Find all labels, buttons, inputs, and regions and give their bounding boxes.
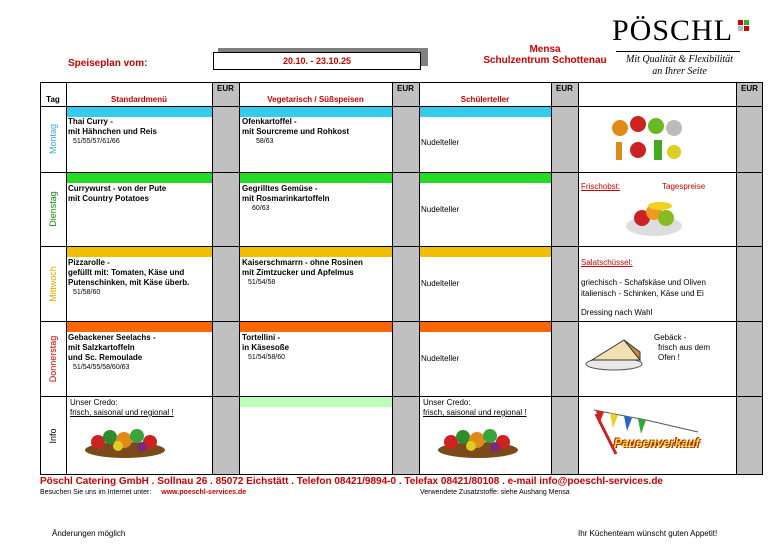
web-url-link[interactable]: www.poeschl-services.de [161, 489, 247, 496]
grid-line [392, 82, 393, 475]
menu-tuesday-veg [242, 184, 330, 214]
break-sale-badge [586, 402, 726, 468]
additive-codes: 51/54/58 [248, 279, 276, 286]
dish-detail: mit Rosmarinkartoffeln [242, 194, 330, 203]
dish-title: Gebackener Seelachs - [68, 333, 156, 342]
dish-detail: mit Hähnchen und Reis [68, 127, 157, 136]
menu-wednesday-student: Nudelteller [421, 279, 460, 288]
grid-line [762, 82, 763, 475]
col-header-eur-2: EUR [397, 84, 414, 93]
dish-title: Currywurst - von der Pute [68, 184, 167, 193]
grid-line [578, 82, 579, 475]
additive-codes: 58/63 [256, 138, 274, 145]
logo-tagline2: an Ihrer Seite [652, 66, 707, 77]
dish-detail: in Käsesoße [242, 343, 290, 352]
strip-mon-veg [240, 107, 392, 117]
menu-thursday-student: Nudelteller [421, 354, 460, 363]
date-range: 20.10. - 23.10.25 [213, 52, 421, 70]
web-line [40, 489, 246, 496]
dish-detail: mit Country Potatoes [68, 194, 149, 203]
grid-line [419, 82, 420, 475]
strip-thu-veg [240, 322, 392, 332]
credo-text: frisch, saisonal und regional ! [423, 408, 527, 417]
cartoon-vegetables-icon [608, 110, 688, 166]
dish-title: Kaiserschmarrn - ohne Rosinen [242, 258, 363, 267]
col-header-eur-4: EUR [741, 84, 758, 93]
grid-line [40, 321, 763, 322]
salad-label: Salatschüssel: [581, 258, 633, 267]
additive-codes: 60/63 [252, 205, 270, 212]
grid-line [40, 172, 763, 173]
strip-wed-veg [240, 247, 392, 257]
strip-tue-veg [240, 173, 392, 183]
strip-tue-stu [420, 173, 551, 183]
logo-name: PÖSCHL [612, 14, 734, 47]
grid-line [40, 396, 763, 397]
credo-title: Unser Credo: [423, 398, 471, 407]
day-label-thursday: Donnerstag [48, 335, 58, 383]
col-header-student: Schülerteller [460, 95, 510, 104]
additive-codes: 51/58/60 [73, 289, 101, 296]
break-sale-text: Pausenverkauf [614, 436, 700, 450]
pastry-line2: frisch aus dem [658, 343, 711, 352]
grid-line [40, 246, 763, 247]
additive-codes: 51/55/57/61/66 [73, 138, 120, 145]
venue-line1: Mensa [529, 44, 561, 55]
day-label-wednesday: Mittwoch [48, 266, 58, 302]
pastry-text [654, 333, 710, 363]
strip-wed-std [67, 247, 212, 257]
menu-tuesday-standard [68, 184, 166, 204]
strip-mon-stu [420, 107, 551, 117]
venue-line2: Schulzentrum Schottenau [483, 55, 607, 66]
web-label: Besuchen Sie uns im Internet unter: [40, 489, 152, 496]
grid-line [212, 82, 213, 475]
menu-monday-veg [242, 117, 349, 147]
menu-thursday-veg [242, 333, 289, 363]
salad-line2: italienisch - Schinken, Käse und Ei [581, 289, 704, 298]
menu-wednesday-standard [68, 258, 189, 298]
grid-line [40, 82, 763, 83]
logo-square-red [738, 20, 743, 25]
dish-detail: mit Salzkartoffeln [68, 343, 135, 352]
grid-line [40, 474, 763, 475]
grid-line [66, 82, 67, 475]
grid-line [239, 82, 240, 475]
company-logo [612, 14, 767, 84]
additive-codes: 51/54/58/60 [248, 354, 285, 361]
pennant-flags-icon [586, 402, 726, 468]
pastry-line3: Ofen ! [658, 353, 680, 362]
dish-detail: Putenschinken, mit Käse überb. [68, 278, 190, 287]
credo-standard [70, 398, 174, 418]
fruit-plate-icon [624, 194, 684, 238]
col-header-eur-3: EUR [556, 84, 573, 93]
grid-line [40, 82, 41, 475]
dish-title: Thai Curry - [68, 117, 113, 126]
menu-monday-student: Nudelteller [421, 138, 460, 147]
dish-detail: mit Sourcreme und Rohkost [242, 127, 350, 136]
salad-line3: Dressing nach Wahl [581, 308, 653, 317]
fruit-price: Tagespreise [662, 182, 706, 191]
day-label-monday: Montag [48, 123, 58, 155]
strip-thu-std [67, 322, 212, 332]
col-header-eur-1: EUR [217, 84, 234, 93]
grid-line [551, 82, 552, 475]
strip-tue-std [67, 173, 212, 183]
grid-line [736, 82, 737, 475]
eur-col-veg [392, 82, 419, 475]
menu-wednesday-veg [242, 258, 363, 288]
col-header-vegetarian: Vegetarisch / Süßspeisen [267, 95, 364, 104]
changes-note: Änderungen möglich [52, 529, 126, 538]
pastry-line1: Gebäck - [654, 333, 687, 342]
col-header-day: Tag [46, 95, 60, 104]
dish-title: Tortellini - [242, 333, 281, 342]
menu-label: Speiseplan vom: [68, 58, 148, 69]
logo-tagline1: Mit Qualität & Flexibilität [626, 54, 733, 65]
company-address: Pöschl Catering GmbH . Sollnau 26 . 85072 Eichstätt . Telefon 08421/9894-0 . Telefax 08421/80108 . e-mail info@poeschl-services.de [40, 476, 663, 487]
vegetable-basket-icon [80, 424, 170, 460]
additive-codes: 51/54/55/58/60/63 [73, 364, 130, 371]
menu-thursday-standard [68, 333, 156, 373]
dish-detail: mit Zimtzucker und Apfelmus [242, 268, 354, 277]
col-header-standard: Standardmenü [110, 95, 167, 104]
eur-col-student [551, 82, 578, 475]
logo-square-red-2 [744, 26, 749, 31]
dish-detail: gefüllt mit: Tomaten, Käse und [68, 268, 185, 277]
additives-note: Verwendete Zusatzstoffe: siehe Aushang Mensa [420, 489, 570, 496]
eur-col-extra [736, 82, 763, 475]
logo-square-gray [738, 26, 743, 31]
logo-divider [616, 51, 740, 52]
eur-col-standard [212, 82, 239, 475]
day-label-info: Info [48, 428, 58, 444]
salad-line1: griechisch - Schafskäse und Oliven [581, 278, 706, 287]
dish-detail: und Sc. Remoulade [68, 353, 143, 362]
vegetable-basket-icon [433, 424, 523, 460]
credo-title: Unser Credo: [70, 398, 118, 407]
strip-mon-std [67, 107, 212, 117]
menu-monday-standard [68, 117, 157, 147]
closing-note: Ihr Küchenteam wünscht guten Appetit! [578, 529, 718, 538]
day-label-tuesday: Dienstag [48, 191, 58, 227]
logo-square-green [744, 20, 749, 25]
dish-title: Gegrilltes Gemüse - [242, 184, 318, 193]
grid-line [40, 106, 763, 107]
venue [470, 44, 620, 66]
menu-table [40, 82, 763, 475]
dish-title: Ofenkartoffel - [242, 117, 297, 126]
menu-tuesday-student: Nudelteller [421, 205, 460, 214]
credo-text: frisch, saisonal und regional ! [70, 408, 174, 417]
strip-info-veg [240, 397, 392, 407]
strip-wed-stu [420, 247, 551, 257]
dish-title: Pizzarolle - [68, 258, 110, 267]
strip-thu-stu [420, 322, 551, 332]
fruit-label: Frischobst: [581, 182, 621, 191]
cake-icon [584, 332, 646, 372]
credo-student [423, 398, 527, 418]
